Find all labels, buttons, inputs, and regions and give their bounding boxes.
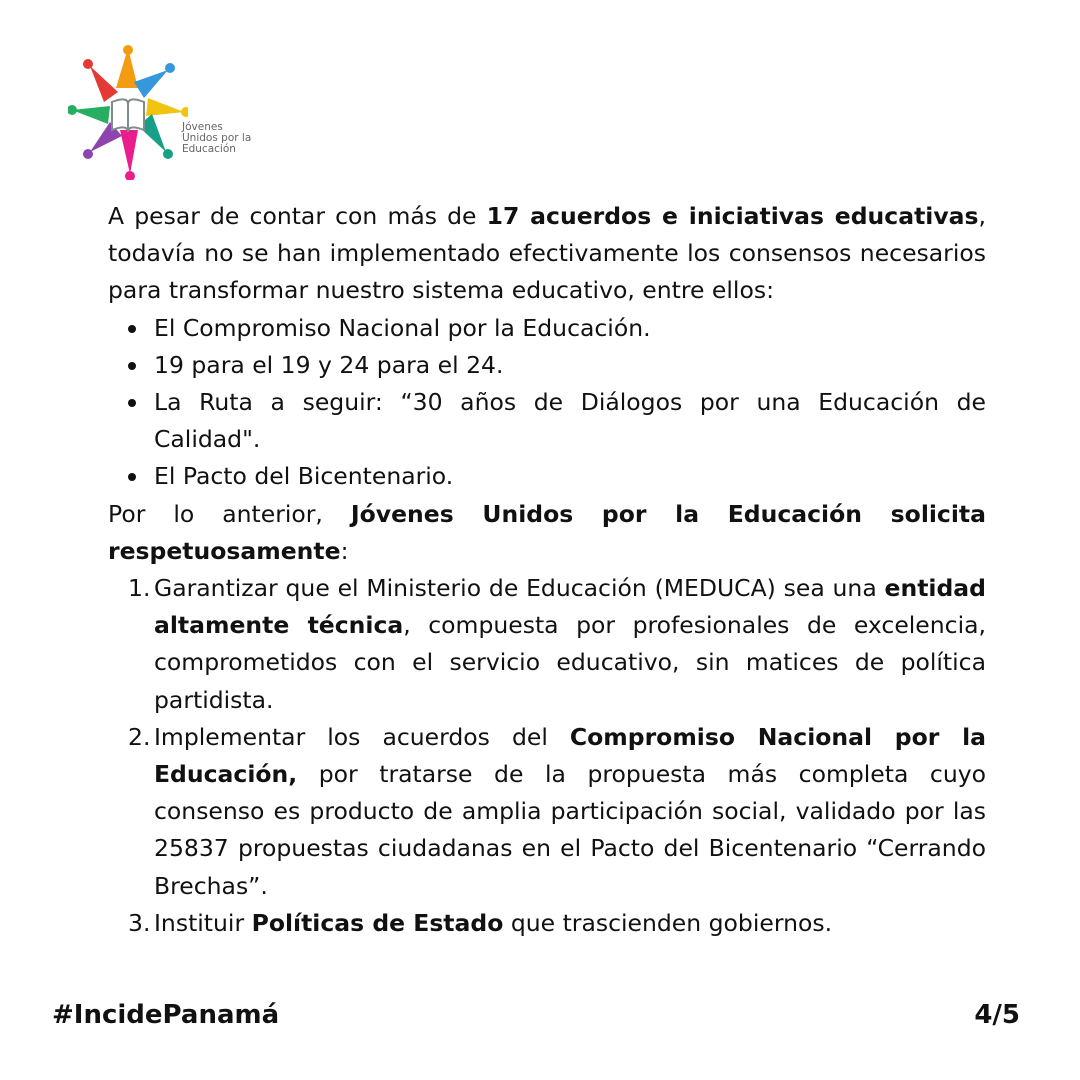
list-item: 19 para el 19 y 24 para el 24.	[108, 347, 986, 384]
request-text-1: Por lo anterior,	[108, 499, 351, 528]
logo-text-line-2: Unidos por la	[182, 132, 252, 144]
item-bold: entidad altamente técnica	[154, 574, 986, 640]
logo-text-line-3: Educación	[182, 143, 236, 155]
page-indicator: 4/5	[974, 1000, 1020, 1030]
main-content	[108, 198, 986, 942]
item-number: 2.	[128, 722, 151, 751]
item-text-2: que trascienden gobiernos.	[503, 908, 833, 937]
list-item	[108, 719, 986, 905]
list-item: El Compromiso Nacional por la Educación.	[108, 310, 986, 347]
request-paragraph	[108, 496, 986, 570]
intro-bold-1: 17 acuerdos e iniciativas educativas	[486, 202, 979, 230]
item-text-1: Garantizar que el Ministerio de Educación (MEDUCA) sea una	[154, 574, 885, 603]
item-number: 1.	[128, 574, 151, 603]
requests-list	[108, 570, 986, 942]
intro-text-2: , todavía no se han implementado efectivamente los consensos necesarios para transformar nuestro sistema educativo, entre ellos:	[108, 202, 987, 305]
agreements-list	[108, 310, 986, 496]
list-item: La Ruta a seguir: “30 años de Diálogos por una Educación de Calidad".	[108, 384, 986, 458]
list-item	[108, 905, 986, 942]
item-text-2: , compuesta por profesionales de excelencia, comprometidos con el servicio educativo, sin matices de política partidista.	[154, 611, 986, 714]
item-text-1: Instituir	[154, 908, 252, 937]
logo-text-line-1: Jóvenes	[182, 121, 223, 133]
item-number: 3.	[128, 908, 151, 937]
list-item	[108, 570, 986, 719]
request-bold-1: Jóvenes Unidos por la Educación solicita respetuosamente	[108, 499, 987, 565]
item-bold: Compromiso Nacional por la Educación,	[154, 722, 986, 789]
item-bold: Políticas de Estado	[251, 908, 504, 937]
organization-logo	[68, 40, 268, 180]
intro-text-1: A pesar de contar con más de	[108, 202, 487, 230]
item-text-2: por tratarse de la propuesta más completa cuyo consenso es producto de amplia participación social, validado por las 25837 propuestas ciudadanas en el Pacto del Bicentenario “Cerrando Brechas”.	[154, 760, 986, 900]
intro-paragraph	[108, 198, 986, 310]
item-text-1: Implementar los acuerdos del	[154, 722, 570, 751]
logo-wordmark	[182, 122, 272, 155]
star-people-logo-icon	[68, 40, 188, 180]
hashtag: #IncidePanamá	[52, 1000, 280, 1030]
list-item: El Pacto del Bicentenario.	[108, 458, 986, 495]
request-text-2: :	[340, 536, 349, 565]
